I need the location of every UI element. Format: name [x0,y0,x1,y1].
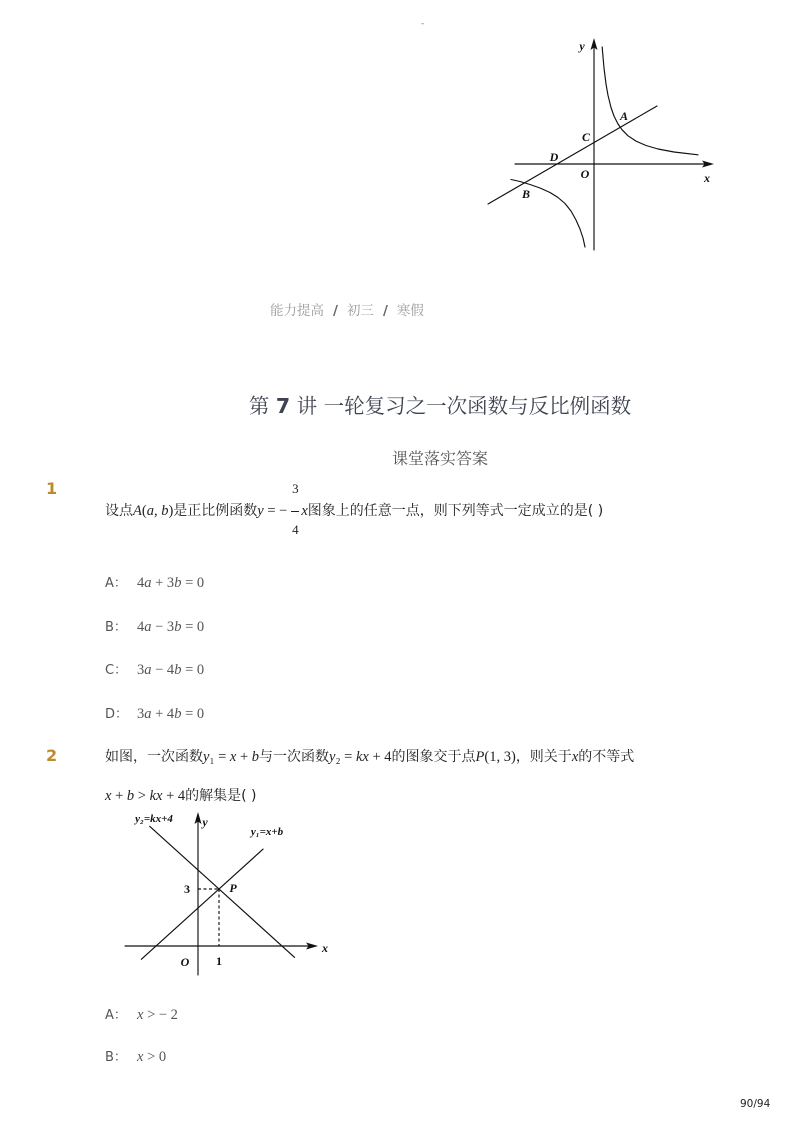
hyperbola-line-figure [480,30,720,260]
y-axis-label: y [579,39,585,53]
stem-text: 设点 [105,503,133,519]
option-b [105,1047,166,1068]
option-label: C： [105,663,128,678]
math-variable: a [144,706,152,722]
option-label: B： [105,1050,127,1065]
math-variable: y [203,749,210,765]
option-text: 3a − 4b = 0 [137,662,205,678]
question-number: 2 [46,746,58,765]
math-variable: b [126,788,135,804]
point-a-label: A [619,109,629,123]
math-variable: b [174,619,182,635]
math-variable: a [144,619,152,635]
stem-math: x + b > kx + 4 [105,788,186,804]
option-label: D： [105,707,129,722]
fraction-numerator: 3 [292,481,299,496]
math-variable: y [257,503,264,519]
fraction-denominator: 4 [292,522,299,537]
breadcrumb-item: 初三 [346,303,374,319]
breadcrumb-separator: / [382,303,388,319]
math-variable: x [105,788,112,804]
math-variable: b [174,706,182,722]
math-variable: x [571,749,579,765]
option-text: 4a − 3b = 0 [137,619,205,635]
math-variable: b [161,503,169,519]
hyperbola-upper-branch [602,47,698,155]
stem-text: 的图象交于点 [391,749,476,765]
intersecting-lines-figure [118,805,340,980]
fraction [290,481,300,537]
math-variable: x [301,503,308,519]
stem-text: 的解集是( ) [185,788,257,804]
math-variable: k [149,788,156,804]
question-stem-line-2 [105,786,257,806]
math-variable: k [355,749,363,765]
math-variable: x [362,749,369,765]
stem-text: 是正比例函数 [173,503,258,519]
stem-math: y₁ = x + b [203,749,260,765]
option-label: A： [105,1008,127,1023]
breadcrumb [270,302,424,320]
math-variable: b [251,749,260,765]
title-prefix: 第 [248,394,270,418]
page-title [105,393,775,419]
question-stem [105,481,604,537]
point-d-label: D [549,150,559,164]
math-variable: a [144,575,152,591]
math-variable: a [146,503,154,519]
option-label: A： [105,576,127,591]
math-variable: x [229,749,237,765]
line-y1 [141,849,263,959]
page-number: 90/94 [740,1098,771,1110]
stem-text: 图象上的任意一点，则下列等式一定成立的是( ) [307,503,604,519]
option-a [105,573,204,594]
stem-text: 的不等式 [578,749,635,765]
math-variable: b [174,575,182,591]
fraction-bar [291,511,299,512]
option-b [105,617,204,638]
point-p-label: P [229,881,237,895]
option-text: 3a + 4b = 0 [137,706,205,722]
option-a [105,1005,178,1026]
line-y1-label: y₁=x+b [250,826,284,838]
y-axis-label: y [202,815,208,829]
option-text: 4a + 3b = 0 [137,575,205,591]
stem-text: 与一次函数 [259,749,330,765]
point-b-label: B [521,187,531,201]
option-c [105,660,204,681]
lecture-number: 7 [275,394,291,418]
top-mark: - [421,19,425,29]
x-axis-label: x [704,171,710,185]
stem-text: 如图，一次函数 [105,749,203,765]
math-variable: b [174,662,182,678]
linear-function-line [488,106,657,204]
math-variable: x [156,788,163,804]
stem-text: ，则关于 [515,749,572,765]
option-d [105,704,204,725]
title-suffix: 讲 [296,394,318,418]
point-c-label: C [581,130,591,144]
line-y2 [150,826,295,957]
breadcrumb-item: 寒假 [396,303,424,319]
line-y2-label: y₂=kx+4 [135,813,173,825]
option-text: x > 0 [137,1049,167,1065]
option-label: B： [105,620,127,635]
math-variable: P [475,749,485,765]
option-text: x > − 2 [137,1007,178,1023]
math-variable: x [137,1049,144,1065]
math-variable: y [329,749,336,765]
stem-math: P(1, 3) [475,749,516,765]
question-stem-line-1 [105,747,634,767]
page-subtitle: 课堂落实答案 [391,449,488,468]
question-number: 1 [46,479,58,498]
math-variable: x [137,1007,144,1023]
origin-label: O [180,955,190,969]
stem-math: y₂ = kx + 4 [329,749,392,765]
tick-y-3-label: 3 [184,882,190,896]
x-axis-label: x [322,941,328,955]
breadcrumb-separator: / [333,303,338,319]
tick-x-1-label: 1 [216,954,222,968]
math-variable: A [133,503,142,519]
origin-label: O [580,167,590,181]
math-variable: a [144,662,152,678]
title-topic: 一轮复习之一次函数与反比例函数 [323,394,632,418]
stem-math: y = − [257,503,288,519]
breadcrumb-item: 能力提高 [270,303,324,319]
stem-math: A(a, b) [133,503,174,519]
